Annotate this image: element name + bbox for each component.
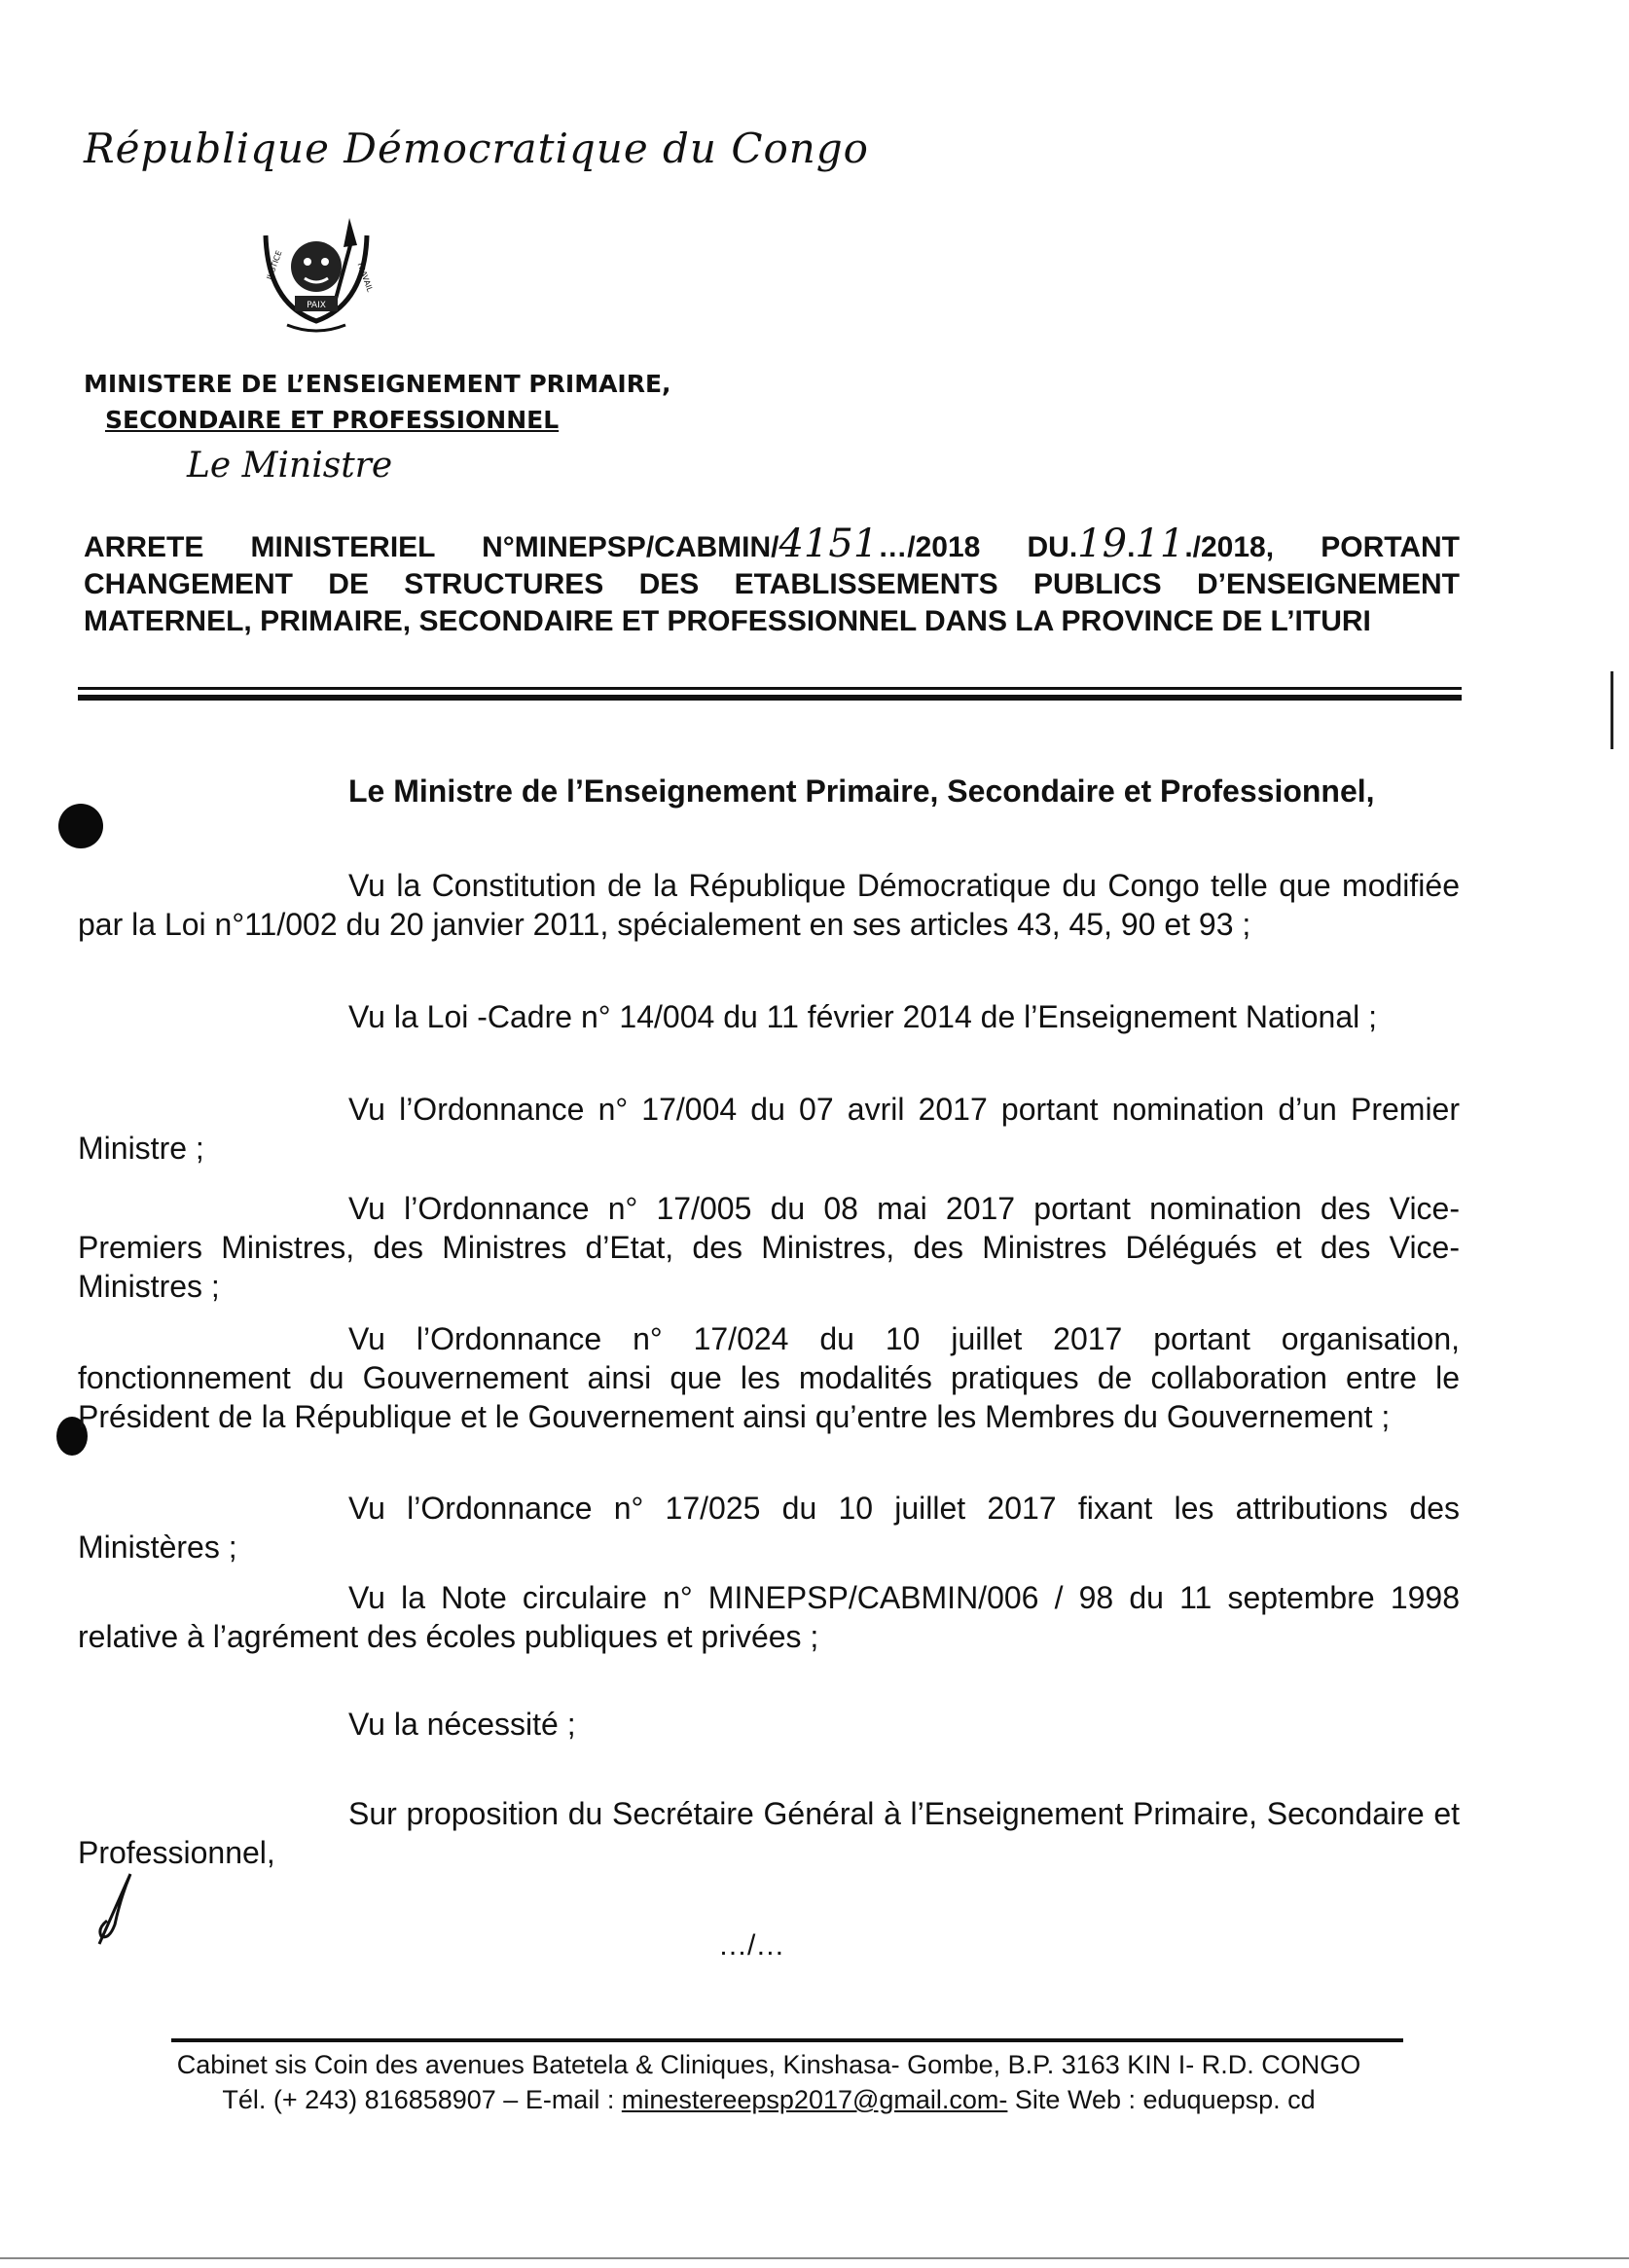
seal-motto-left: JUSTICE: [265, 249, 284, 281]
republic-title: République Démocratique du Congo: [84, 125, 869, 172]
ministry-line-1: MINISTERE DE L’ENSEIGNEMENT PRIMAIRE,: [84, 370, 671, 398]
footer-tel: Tél. (+ 243) 816858907 – E-mail :: [222, 2085, 622, 2114]
footer-contact: [136, 2082, 1401, 2117]
coat-of-arms-seal: [248, 206, 384, 342]
paragraph-note-circulaire: Vu la Note circulaire n° MINEPSP/CABMIN/006 / 98 du 11 septembre 1998 relative à l’agrément des écoles publiques et privées ;: [78, 1580, 1460, 1654]
seal-motto-right: TRAVAIL: [355, 260, 375, 294]
decree-number-handwritten: 4151: [778, 522, 879, 566]
decree-day-handwritten: 19: [1077, 522, 1128, 566]
page-continuation: …/…: [718, 1929, 785, 1962]
paragraph-proposition: Sur proposition du Secrétaire Général à l’Enseignement Primaire, Secondaire et Professionnel,: [78, 1796, 1460, 1870]
footer-email-link[interactable]: minestereepsp2017@gmail.com-: [621, 2085, 1008, 2114]
footer-address: Cabinet sis Coin des avenues Batetela & Cliniques, Kinshasa- Gombe, B.P. 3163 KIN I- R.D. CONGO: [176, 2050, 1361, 2079]
paragraph-ordonnance-17-004: Vu l’Ordonnance n° 17/004 du 07 avril 2017 portant nomination d’un Premier Ministre ;: [78, 1092, 1460, 1166]
decree-prefix: ARRETE MINISTERIEL N°MINEPSP/CABMIN/: [84, 531, 779, 563]
decree-mid: …/2018 DU.: [878, 531, 1078, 563]
seal-motto-center: PAIX: [307, 301, 326, 310]
title-rule-thick: [78, 695, 1462, 701]
footer: [136, 2047, 1401, 2117]
ministry-line-2: SECONDAIRE ET PROFESSIONNEL: [105, 406, 560, 434]
paragraph-constitution: Vu la Constitution de la République Démocratique du Congo telle que modifiée par la Loi n°11/002 du 20 janvier 2011, spécialement en ses articles 43, 45, 90 et 93 ;: [78, 868, 1460, 942]
paragraph-ordonnance-17-005: Vu l’Ordonnance n° 17/005 du 08 mai 2017 portant nomination des Vice-Premiers Ministres, des Ministres d’Etat, des Ministres, des Ministres Délégués et des Vice-Ministres ;: [78, 1191, 1460, 1304]
ministry-name: [84, 366, 671, 438]
initials-signature: [93, 1868, 142, 1948]
paragraph-necessite: Vu la nécessité ;: [348, 1707, 576, 1742]
decree-suffix: ./2018, PORTANT CHANGEMENT DE STRUCTURES DES ETABLISSEMENTS PUBLICS D’ENSEIGNEMENT MATERNEL, PRIMAIRE, SECONDAIRE ET PROFESSIONNEL DANS LA PROVINCE DE L’ITURI: [84, 531, 1460, 637]
paragraph-loi-cadre: Vu la Loi -Cadre n° 14/004 du 11 février 2014 de l’Enseignement National ;: [348, 999, 1378, 1034]
scan-edge-mark: [1611, 671, 1613, 749]
paragraph-ordonnance-17-025: Vu l’Ordonnance n° 17/025 du 10 juillet 2017 fixant les attributions des Ministères ;: [78, 1491, 1460, 1565]
decree-title: [84, 522, 1460, 640]
footer-rule: [171, 2038, 1403, 2042]
le-ministre-signature-title: Le Ministre: [187, 446, 393, 486]
paragraph-ordonnance-17-024: Vu l’Ordonnance n° 17/024 du 10 juillet 2017 portant organisation, fonctionnement du Gouvernement ainsi que les modalités pratiques de collaboration entre le Président de la République et le Gouvernement ainsi qu’entre les Membres du Gouvernement ;: [78, 1321, 1460, 1434]
decree-sep: .: [1127, 531, 1136, 563]
punch-hole-mark: [58, 804, 103, 848]
scan-bottom-edge: [0, 2257, 1629, 2259]
footer-website: Site Web : eduquepsp. cd: [1007, 2085, 1316, 2114]
title-rule-thin: [78, 687, 1462, 690]
body-heading: Le Ministre de l’Enseignement Primaire, Secondaire et Professionnel,: [348, 774, 1375, 809]
decree-month-handwritten: 11: [1135, 522, 1185, 566]
